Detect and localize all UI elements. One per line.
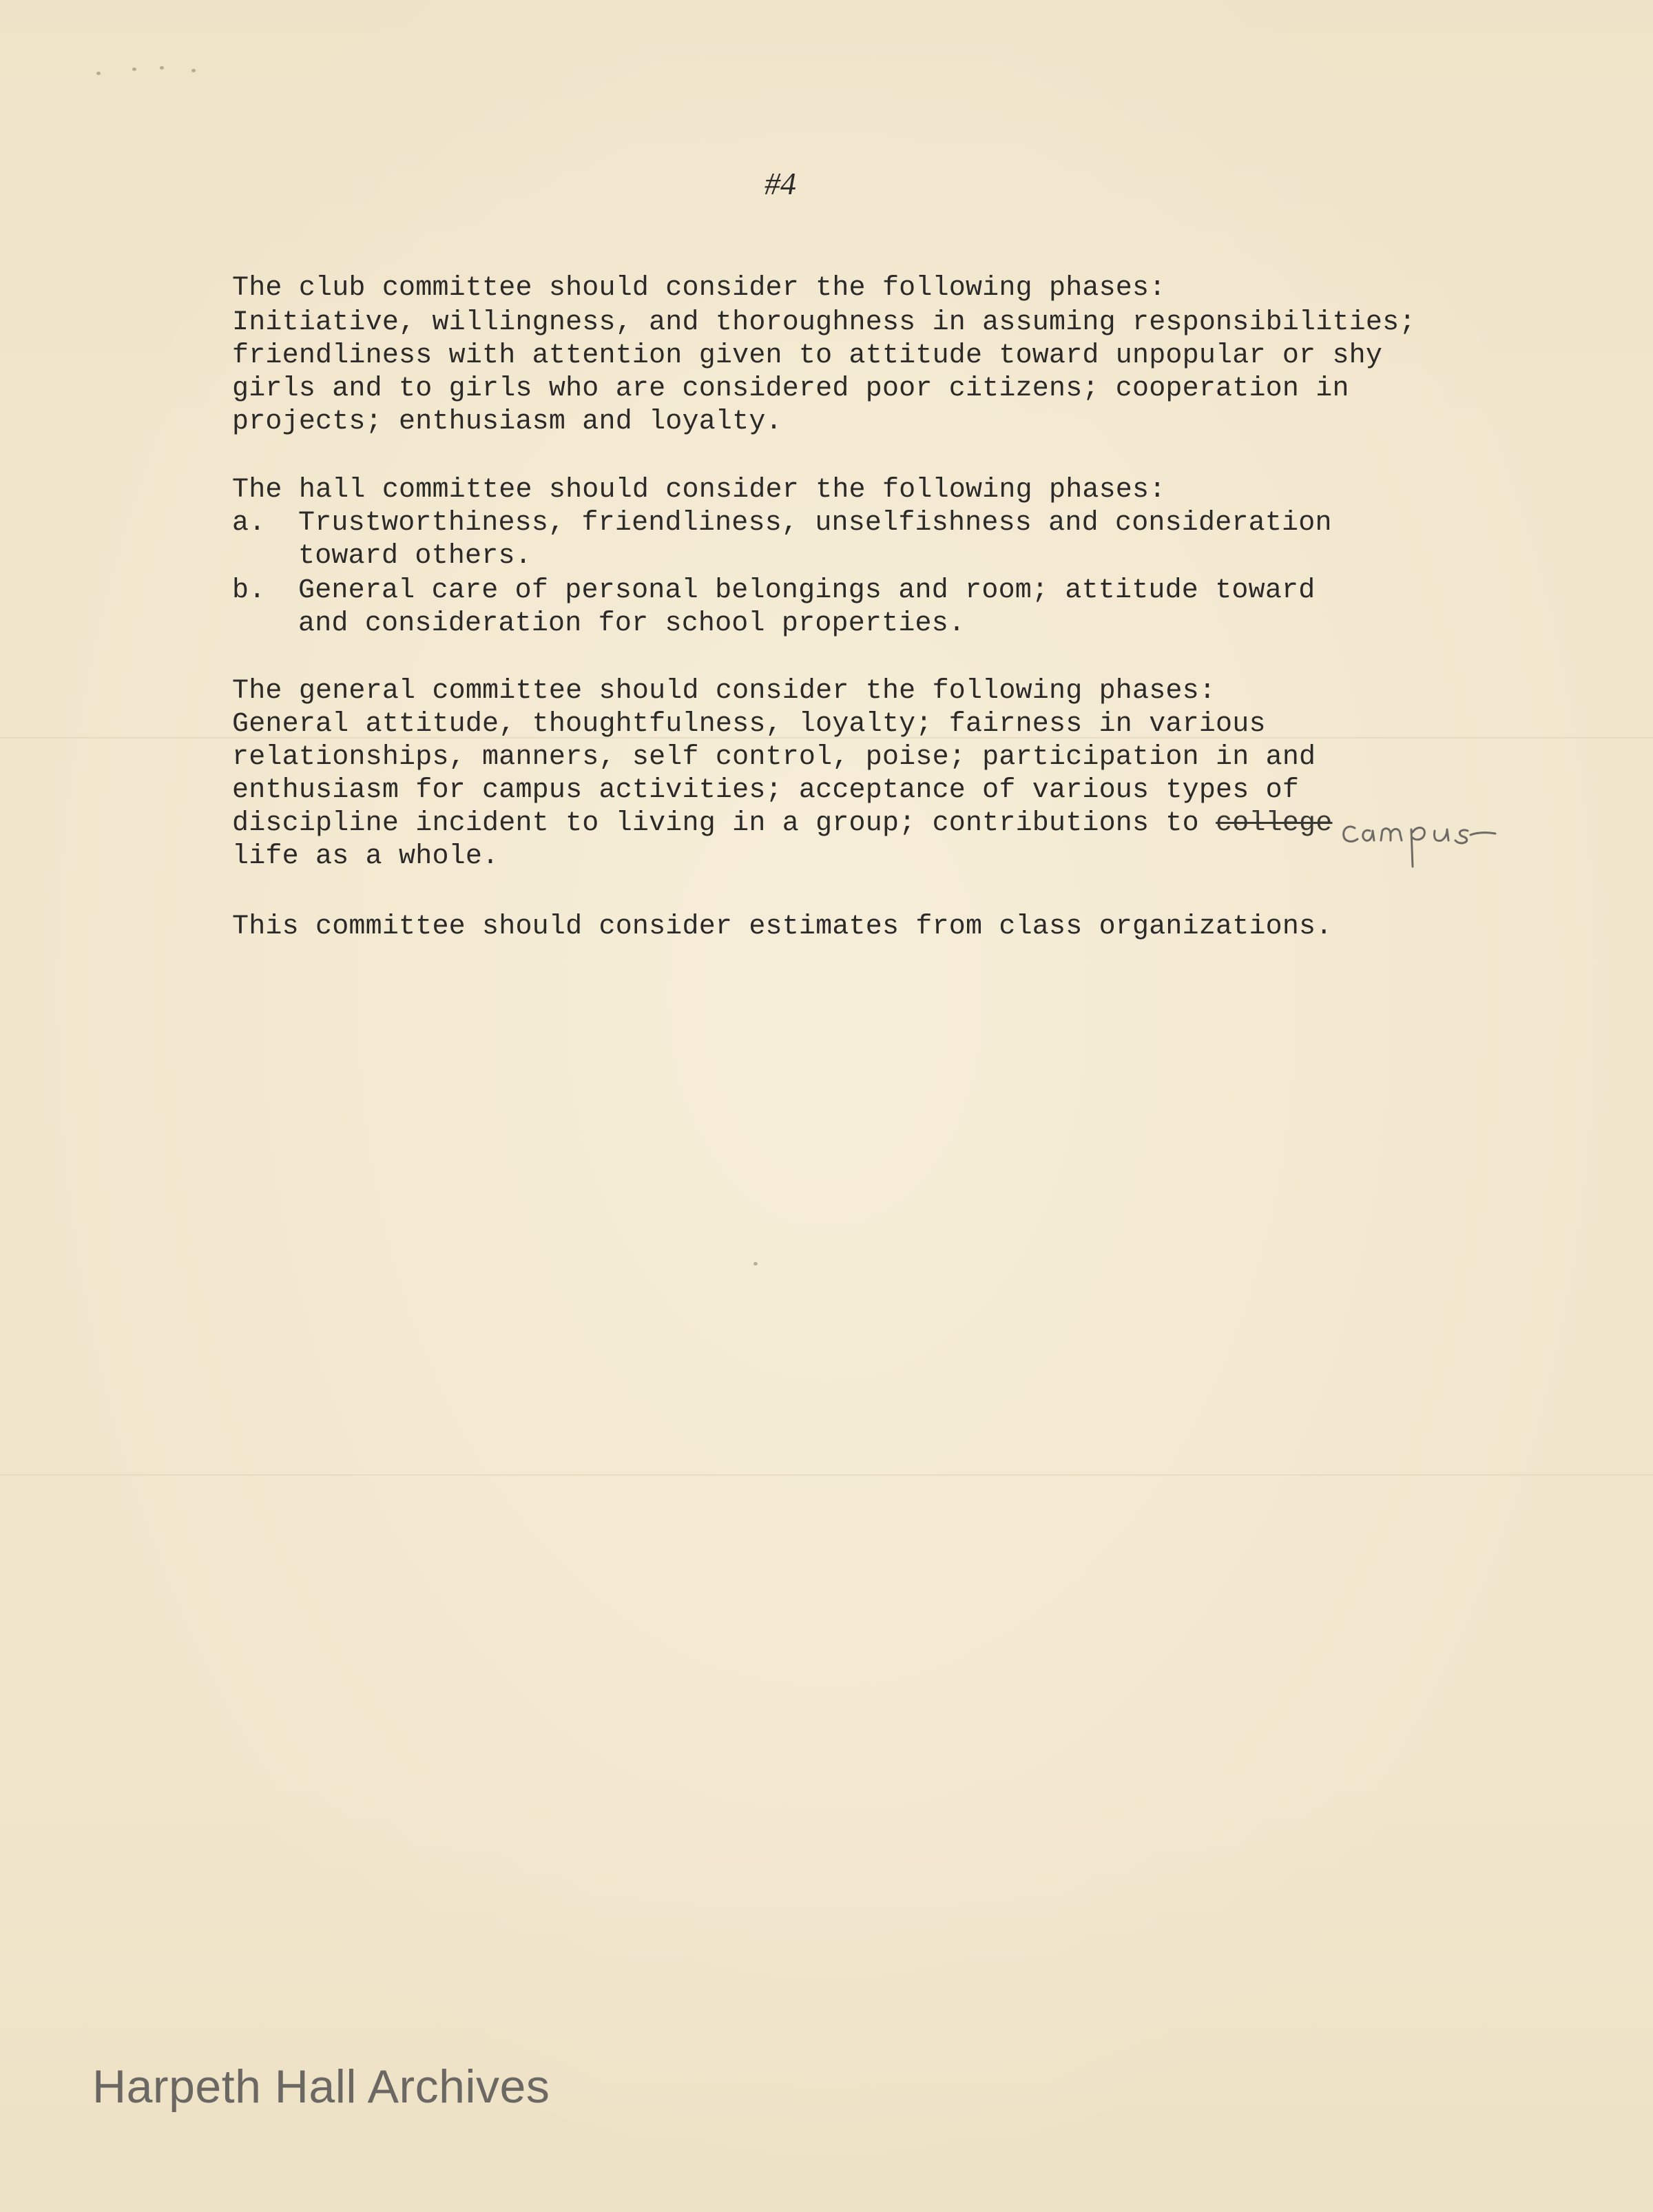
hall-item-a-line: toward others.	[298, 541, 532, 572]
general-last-line: life as a whole.	[232, 841, 499, 872]
paper-speck	[160, 66, 164, 70]
general-line-text: discipline incident to living in a group; contributions to	[232, 808, 1216, 839]
paper-speck	[132, 68, 136, 71]
list-marker-b: b.	[232, 575, 266, 606]
closing-line: This committee should consider estimates from class organizations.	[232, 911, 1333, 942]
hall-item-a-line: Trustworthiness, friendliness, unselfishness and consideration	[298, 508, 1332, 539]
general-line: relationships, manners, self control, poise; participation in and	[232, 742, 1316, 773]
hall-intro-line: The hall committee should consider the following phases:	[232, 475, 1166, 506]
general-line: enthusiasm for campus activities; acceptance of various types of	[232, 775, 1300, 806]
paper-speck	[96, 72, 101, 75]
club-line: The club committee should consider the following phases:	[232, 273, 1166, 304]
hall-item-b	[232, 575, 1315, 608]
club-line: friendliness with attention given to attitude toward unpopular or shy	[232, 340, 1383, 371]
general-line-with-correction	[232, 807, 1332, 840]
handwritten-word: campus	[1340, 814, 1342, 815]
paper-speck	[191, 69, 196, 72]
handwritten-correction	[1340, 814, 1512, 869]
list-marker-a: a.	[232, 508, 266, 539]
club-line: projects; enthusiasm and loyalty.	[232, 406, 782, 437]
hall-item-a	[232, 507, 1332, 540]
archive-watermark: Harpeth Hall Archives	[92, 2060, 550, 2113]
general-line: The general committee should consider the following phases:	[232, 676, 1216, 707]
hall-item-a-continuation	[232, 540, 532, 573]
fold-crease	[0, 1474, 1653, 1476]
paper-speck	[753, 1262, 758, 1265]
club-line: Initiative, willingness, and thoroughness in assuming responsibilities;	[232, 307, 1416, 338]
hall-item-b-line: General care of personal belongings and room; attitude toward	[298, 575, 1316, 606]
general-line: General attitude, thoughtfulness, loyalty; fairness in various	[232, 709, 1266, 740]
page-number: #4	[765, 166, 796, 201]
hall-item-b-line: and consideration for school properties.	[298, 608, 966, 639]
struck-word: college	[1216, 808, 1333, 839]
club-line: girls and to girls who are considered poor citizens; cooperation in	[232, 373, 1349, 404]
hall-item-b-continuation	[232, 608, 965, 641]
